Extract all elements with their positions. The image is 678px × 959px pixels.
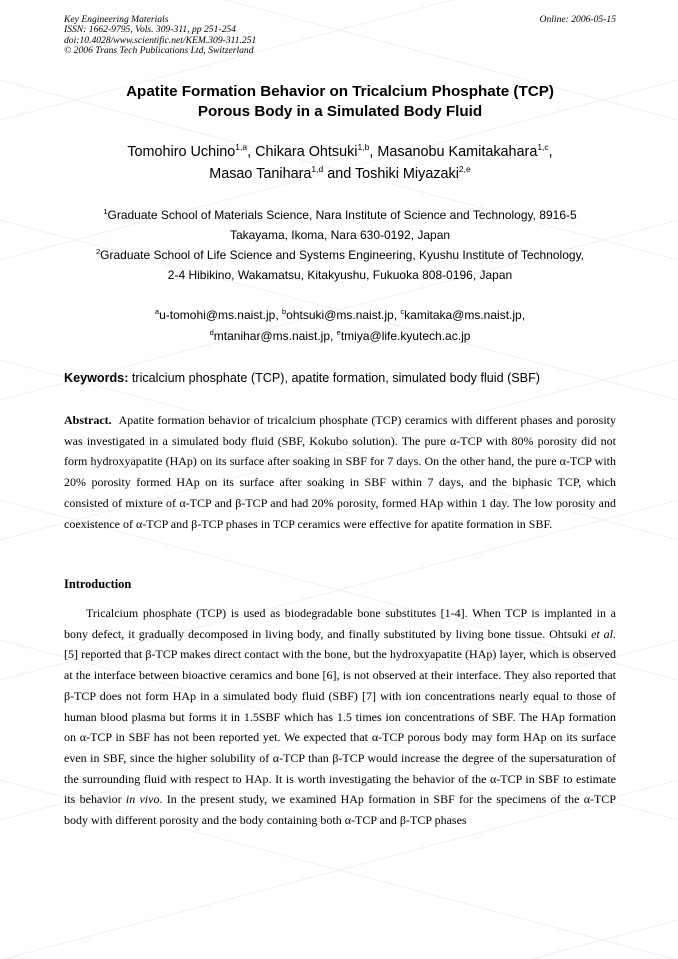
issn-line: ISSN: 1662-9795, Vols. 309-311, pp 251-254 (64, 24, 236, 36)
author-sup: 1,d (311, 164, 324, 174)
email-sep: , (275, 308, 282, 322)
affiliation-line: 2-4 Hibikino, Wakamatsu, Kitakyushu, Fukuoka 808-0196, Japan (167, 268, 513, 282)
copyright-line: © 2006 Trans Tech Publications Ltd, Switzerland (64, 45, 254, 57)
author-name: Masao Tanihara (209, 166, 312, 182)
introduction-heading: Introduction (64, 577, 132, 591)
affiliation-1 (64, 205, 616, 245)
paper-title (64, 82, 616, 122)
author-name: Chikara Ohtsuki (255, 144, 358, 160)
author-sep: and (323, 166, 355, 182)
email-key: b (282, 307, 287, 316)
author-name: Masanobu Kamitakahara (377, 144, 538, 160)
intro-text-3: . In the present study, we examined HAp formation in SBF for the specimens of the α-TCP body with different porosity and the body containing both α-TCP and β-TCP phases (64, 792, 616, 828)
affiliation-line: Graduate School of Materials Science, Nara Institute of Science and Technology, 8916-5 (107, 208, 577, 222)
affiliation-line: Takayama, Ikoma, Nara 630-0192, Japan (229, 228, 451, 242)
email-address: u-tomohi@ms.naist.jp (159, 308, 276, 322)
author-list (64, 141, 616, 185)
affiliation-line: Graduate School of Life Science and Systems Engineering, Kyushu Institute of Technology, (100, 248, 585, 262)
email-key: c (400, 307, 405, 316)
author-name: Tomohiro Uchino (127, 144, 236, 160)
author-sep: , (369, 144, 378, 160)
intro-etal: et al. (591, 626, 616, 641)
email-address: kamitaka@ms.naist.jp (404, 308, 522, 322)
journal-header (64, 15, 616, 57)
intro-invivo: in vivo (125, 792, 160, 807)
author-sup: 1,a (235, 142, 248, 152)
author-sep: , (548, 144, 553, 160)
author-sup: 2,e (458, 164, 471, 174)
author-sup: 1,b (357, 142, 370, 152)
keywords-text: tricalcium phosphate (TCP), apatite formation, simulated body fluid (SBF) (128, 371, 540, 385)
author-name: Toshiki Miyazaki (354, 166, 459, 182)
journal-name: Key Engineering Materials (64, 14, 169, 25)
author-sup: 1,c (537, 142, 549, 152)
abstract-paragraph (64, 410, 616, 534)
title-line-1: Apatite Formation Behavior on Tricalcium Phosphate (TCP) (126, 83, 554, 100)
title-line-2: Porous Body in a Simulated Body Fluid (197, 103, 483, 120)
keywords-label: Keywords: (64, 371, 129, 385)
email-sep: , (393, 308, 401, 322)
doi-line: doi:10.4028/www.scientific.net/KEM.309-311.251 (64, 34, 257, 46)
email-address: tmiya@life.kyutech.ac.jp (340, 329, 471, 343)
keywords-line (64, 369, 616, 387)
email-key: a (154, 307, 160, 316)
affiliation-number: 1 (103, 207, 108, 216)
introduction-paragraph (64, 603, 616, 831)
abstract-text: Apatite formation behavior of tricalcium phosphate (TCP) ceramics with different phases and porosity was investigated in a simulated body fluid (SBF, Kokubo solution). The pure α-TCP with 80% porosity did not form hydroxyapatite (HAp) on its surface after soaking in SBF for 7 days. On the other hand, the pure α-TCP with 20% porosity formed HAp on its surface after soaking in SBF within 7 days, and the biphasic TCP, which consisted of mixture of α-TCP and β-TCP and had 20% porosity, formed HAp within 1 day. The low porosity and coexistence of α-TCP and β-TCP phases in TCP ceramics were effective for apatite formation in SBF. (64, 413, 616, 531)
email-list (64, 305, 616, 347)
intro-text-1: Tricalcium phosphate (TCP) is used as biodegradable bone substitutes [1-4]. When TCP is implanted in a bony defect, it gradually decomposed in living body, and finally substituted by living bone tissue. Ohtsuki (64, 606, 616, 641)
intro-text-2: [5] reported that β-TCP makes direct contact with the bone, but the hydroxyapatite (HAp) layer, which is observed at the interface between bioactive ceramics and bone [6], is not observed at their interface. They also reported that β-TCP does not form HAp in a simulated body fluid (SBF) [7] with ion concentrations nearly equal to those of human blood plasma but forms it in 1.5SBF which has 1.5 times ion concentrations of SBF. The HAp formation on α-TCP in SBF has not been reported yet. We expected that α-TCP porous body may form HAp on its surface even in SBF, since the higher solubility of α-TCP than β-TCP would increase the degree of the supersaturation of the surrounding fluid with respect to HAp. It is worth investigating the behavior of the α-TCP in SBF to estimate its behavior (64, 647, 616, 807)
author-sep: , (247, 144, 256, 160)
email-key: e (336, 328, 341, 337)
email-key: d (209, 328, 214, 337)
affiliation-number: 2 (95, 247, 101, 256)
email-address: ohtsuki@ms.naist.jp (286, 308, 394, 322)
email-address: mtanihar@ms.naist.jp (213, 329, 330, 343)
abstract-label: Abstract. (64, 413, 112, 427)
affiliation-2 (64, 245, 616, 285)
email-sep: , (330, 329, 337, 343)
email-sep: , (521, 308, 526, 322)
online-date: Online: 2006-05-15 (539, 14, 616, 25)
